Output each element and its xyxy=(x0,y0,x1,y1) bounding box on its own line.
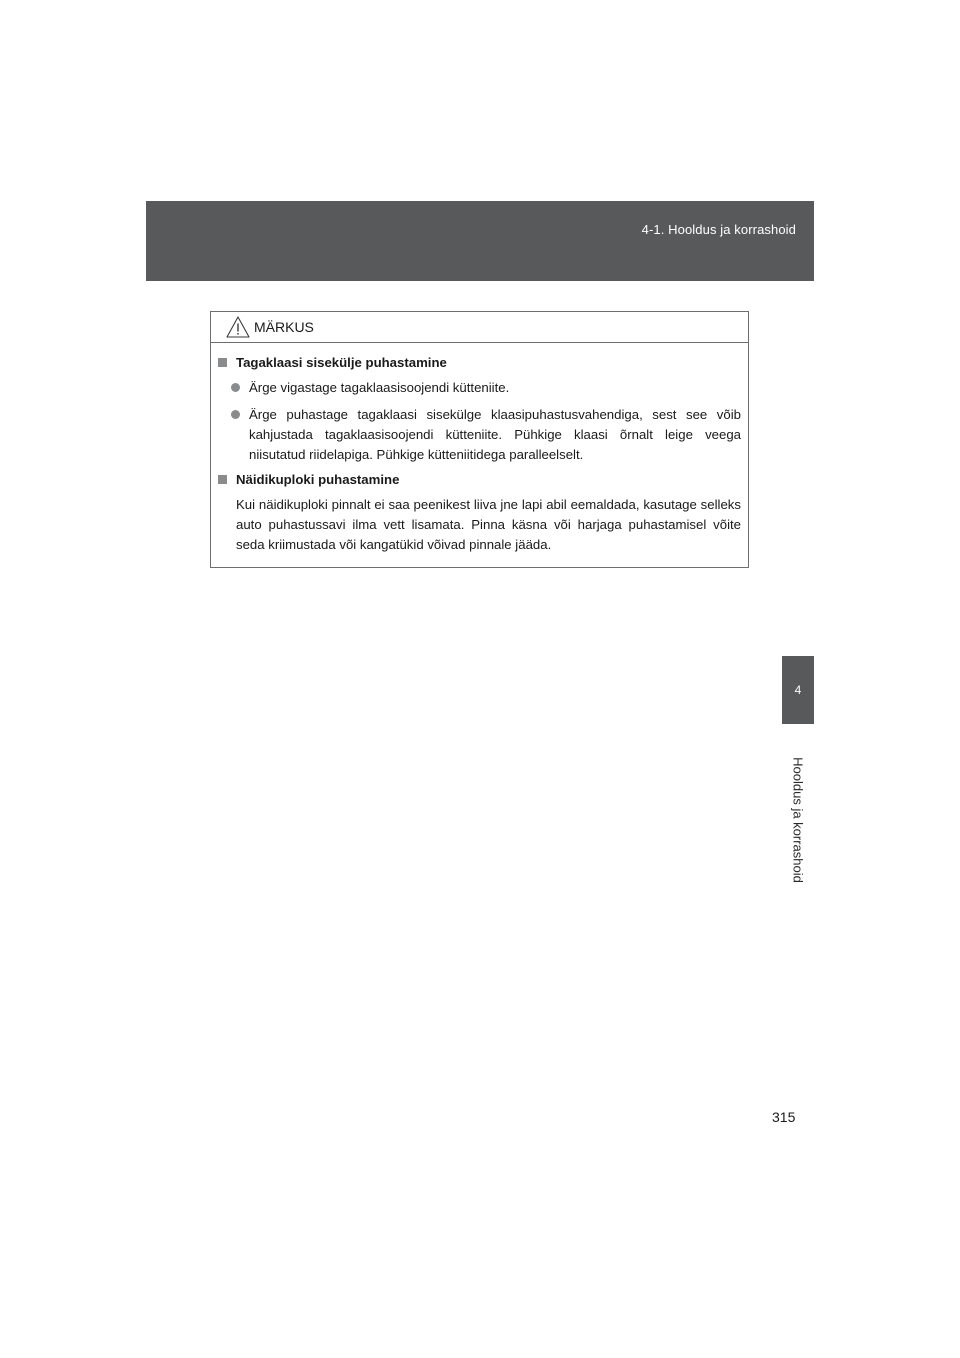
circle-bullet-icon xyxy=(231,383,240,392)
chapter-label: Hooldus ja korrashoid xyxy=(790,757,806,883)
paragraph: Kui näidikuploki pinnalt ei saa peenikest liiva jne lapi abil eemaldada, kasutage selleks auto puhastussavi ilma vett lisamata. Pinna käsna või harjaga puhastamisel võite seda kriimustada või kangatükid võivad pinnale jääda. xyxy=(236,497,741,552)
list-item: Ärge puhastage tagaklaasi sisekülge klaasipuhastusvahendiga, sest see võib kahjustada tagaklaasisoojendi kütteniite. Pühkige klaasi õrnalt leige veega niisutatud riidelapiga. Pühkige kütteniitidega paralleelselt. xyxy=(218,405,741,465)
square-bullet-icon xyxy=(218,475,227,484)
notice-body xyxy=(211,343,748,555)
list-item: Ärge vigastage tagaklaasisoojendi kütteniite. xyxy=(218,378,741,398)
square-bullet-icon xyxy=(218,358,227,367)
header-band xyxy=(146,201,814,281)
notice-title: MÄRKUS xyxy=(254,319,314,335)
notice-header xyxy=(211,312,748,343)
warning-triangle-icon xyxy=(226,315,250,339)
section-heading-rear-window: Tagaklaasi sisekülje puhastamine xyxy=(218,353,741,373)
page-number: 315 xyxy=(772,1109,796,1125)
section-title: 4-1. Hooldus ja korrashoid xyxy=(641,222,796,237)
section-heading-instrument-panel: Näidikuploki puhastamine xyxy=(218,470,741,490)
chapter-tab: 4 xyxy=(782,656,814,724)
notice-box xyxy=(210,311,749,568)
circle-bullet-icon xyxy=(231,410,240,419)
